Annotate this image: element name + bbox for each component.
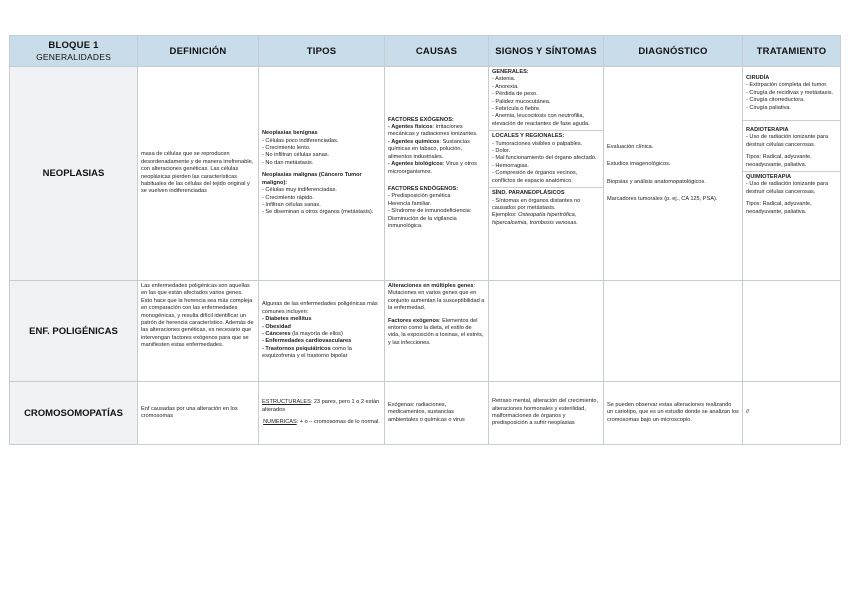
neoplasias-tratamiento bbox=[743, 67, 841, 281]
poligenica-item: - Trastornos psiquiátricos como la esquizofrenia y el trastorno bipolar bbox=[262, 345, 352, 360]
neoplasias-causas bbox=[385, 67, 489, 281]
quimicos-text: - Agentes químicos: Sustancias químicas en tabaco, polución, alimentos industriales. bbox=[388, 138, 470, 160]
poligenicas-causas bbox=[385, 281, 489, 382]
malignas-item: - Se diseminan a otros órganos (metástasis). bbox=[262, 209, 374, 216]
header-tratamiento: TRATAMIENTO bbox=[743, 36, 841, 67]
estructurales-text: ESTRUCTURALES: 23 pares, pero 1 o 2 están alterados bbox=[262, 399, 380, 413]
diagnostico-item: Evaluación clínica. bbox=[607, 143, 654, 150]
neoplasias-diagnostico bbox=[604, 67, 743, 281]
endogenos-item: - Predisposición genética bbox=[388, 193, 451, 200]
poligenica-item: - Cánceres (la mayoría de ellos) bbox=[262, 331, 343, 337]
tratamiento-radioterapia: RADIOTERAPIA - Uso de radiación ionizante para destruir células cancerosas. Tipos: Radical, adyuvante, neoadyuvante, paliativa. bbox=[743, 121, 840, 172]
signos-paraneoplasicos: SÍND. PARANEOPLÁSICOS - Síntomas en órganos distantes no causados por metástasis. Ejemplos: Osteopatía hipertrófica, hipercalcemia, trombosis venosas. bbox=[492, 190, 581, 226]
header-bloque: BLOQUE 1 GENERALIDADES bbox=[10, 36, 138, 67]
benignas-item: - No dan metástasis. bbox=[262, 159, 314, 166]
malignas-title: Neoplasias malignas (Cáncero Tumor maligno): bbox=[262, 172, 362, 186]
header-row bbox=[10, 36, 841, 67]
cromosomopatias-signos: Retraso mental, alteración del crecimiento, alteraciones hormonales y esterilidad, malformaciones de órganos y predisposición a sufrir neoplasias bbox=[489, 382, 604, 445]
endogenos-item: Disminución de la vigilancia inmunológica. bbox=[388, 215, 457, 229]
numericas-text: NUMERICAS: + o – cromosomas de lo normal. bbox=[263, 419, 380, 426]
rowhead-poligenicas: ENF. POLIGÉNICAS bbox=[10, 281, 138, 382]
poligenicas-tipos: Algunas de las enfermedades poligénicas más comunes incluyen: - Diabetes mellitus - Obesidad - Cánceres (la mayoría de ellos) - Enfermedades cardiovasculares - Trastornos psiquiátricos como la esquizofrenia y el trastorno bipolar bbox=[259, 281, 385, 382]
row-cromosomopatias bbox=[10, 382, 841, 445]
neoplasias-tipos bbox=[259, 67, 385, 281]
malignas-item: - Crecimiento rápido. bbox=[262, 194, 314, 201]
fisicos-text: - Agentes físicos: irritaciones mecánicas y radiaciones ionizantes. bbox=[388, 124, 478, 138]
benignas-item: - Crecimiento lento. bbox=[262, 145, 311, 152]
poligenica-item: - Enfermedades cardiovasculares bbox=[262, 338, 352, 345]
benignas-item: - Células poco indiferenciadas. bbox=[262, 137, 339, 144]
neoplasias-signos bbox=[489, 67, 604, 281]
cromosomopatias-diagnostico: Se pueden observar estas alteraciones realizando un cariotipo, que es un estudio donde se analizan los cromosomas bajo un microscopio. bbox=[604, 382, 743, 445]
header-bloque-sub: GENERALIDADES bbox=[36, 52, 111, 62]
poligenicas-tratamiento bbox=[743, 281, 841, 382]
poligenica-item: - Diabetes mellitus bbox=[262, 316, 312, 323]
endogenos-item: - Síndrome de inmunodeficiencia: bbox=[388, 208, 472, 215]
malignas-item: - Células muy indiferenciadas. bbox=[262, 187, 337, 194]
cromosomopatias-tratamiento: // bbox=[743, 382, 841, 445]
poligenicas-definicion: Las enfermedades poligénicas son aquellas en las que están afectados varios genes. Esto hace que la herencia sea más compleja en comparación con las enfermedades monogénicas, y resulta difícil identificar un patrón de herencia característico. Además de las alteraciones genéticas, es necesario que intervengan factores exógenos para que se manifiesten estas enfermedades. bbox=[138, 281, 259, 382]
diagnostico-item: Biopsias y análisis anatomopatológicos. bbox=[607, 178, 706, 185]
row-neoplasias bbox=[10, 67, 841, 281]
malignas-item: - Infiltran células sanas. bbox=[262, 201, 321, 208]
rowhead-cromosomopatias: CROMOSOMOPATÍAS bbox=[10, 382, 138, 445]
diagnostico-item: Estudios imagenológicos. bbox=[607, 161, 671, 168]
benignas-title: Neoplasias benignas bbox=[262, 130, 318, 137]
cromosomopatias-definicion: Enf causadas por una alteración en los cromosomas bbox=[138, 382, 259, 445]
biologicos-text: - Agentes biológicos: Virus y otros microorganismos. bbox=[388, 161, 477, 175]
endogenos-item: Herencia familiar. bbox=[388, 200, 432, 207]
header-signos: SIGNOS Y SÍNTOMAS bbox=[489, 36, 604, 67]
row-poligenicas bbox=[10, 281, 841, 382]
exogenos-title: FACTORES EXÓGENOS: bbox=[388, 116, 454, 123]
summary-table bbox=[9, 35, 841, 445]
factores-exogenos-text: Factores exógenos: Elementos del entorno como la dieta, el estilo de vida, la exposición a toxinas, el estrés, y las infecciones. bbox=[388, 317, 484, 346]
poligenicas-signos bbox=[489, 281, 604, 382]
diagnostico-item: Marcadores tumorales (p. ej., CA 125, PSA). bbox=[607, 195, 718, 202]
poligenica-item: - Obesidad bbox=[262, 323, 291, 330]
tratamiento-quimioterapia: QUIMIOTERAPIA - Uso de radiación ionizante para destruir células cancerosas. Tipos: Radical, adyuvante, neoadyuvante, paliativa. bbox=[746, 174, 829, 215]
cromosomopatias-tipos bbox=[259, 382, 385, 445]
tratamiento-cirugia: CIRUDÍA - Extirpación completa del tumor. - Cirugía de recidivas y metástasis. - Cirugía citorreductora. - Cirugía paliativa. bbox=[743, 67, 840, 121]
neoplasias-definicion: masa de células que se reproducen desordenadamente y de manera irrefrenable, con alteraciones genéticas. Las células neoplásicas pierden las características habituales de las células del tejido original y se vuelven indiferenciadas bbox=[138, 67, 259, 281]
header-causas: CAUSAS bbox=[385, 36, 489, 67]
multiples-genes-text: Alteraciones en múltiples genes: Mutaciones en varios genes que en conjunto aumentan la susceptibilidad a la enfermedad. bbox=[388, 283, 485, 312]
signos-generales: GENERALES: - Astenia. - Anorexia. - Pérdida de peso. - Palidez mucocutánea. - Febrícula o fiebre. - Anemia, leucocitosis con neutrofilia, elevación de reactantes de fase aguda. bbox=[489, 67, 603, 131]
signos-locales: LOCALES Y REGIONALES: - Tumoraciones visibles o palpables. - Dolor. - Mal funcionamiento del órgano afectado. - Hemorragias. - Compresión de órganos vecinos, conflictos de espacio anatómico. bbox=[489, 131, 603, 188]
header-diagnostico: DIAGNÓSTICO bbox=[604, 36, 743, 67]
rowhead-neoplasias: NEOPLASIAS bbox=[10, 67, 138, 281]
cromosomopatias-causas: Exógenas: radiaciones, medicamentos, sustancias ambientales o químicas o virus bbox=[385, 382, 489, 445]
benignas-item: - No infiltran células sanas. bbox=[262, 152, 330, 159]
poligenicas-diagnostico bbox=[604, 281, 743, 382]
header-definicion: DEFINICIÓN bbox=[138, 36, 259, 67]
endogenos-title: FACTORES ENDÓGENOS: bbox=[388, 185, 459, 192]
header-tipos: TIPOS bbox=[259, 36, 385, 67]
